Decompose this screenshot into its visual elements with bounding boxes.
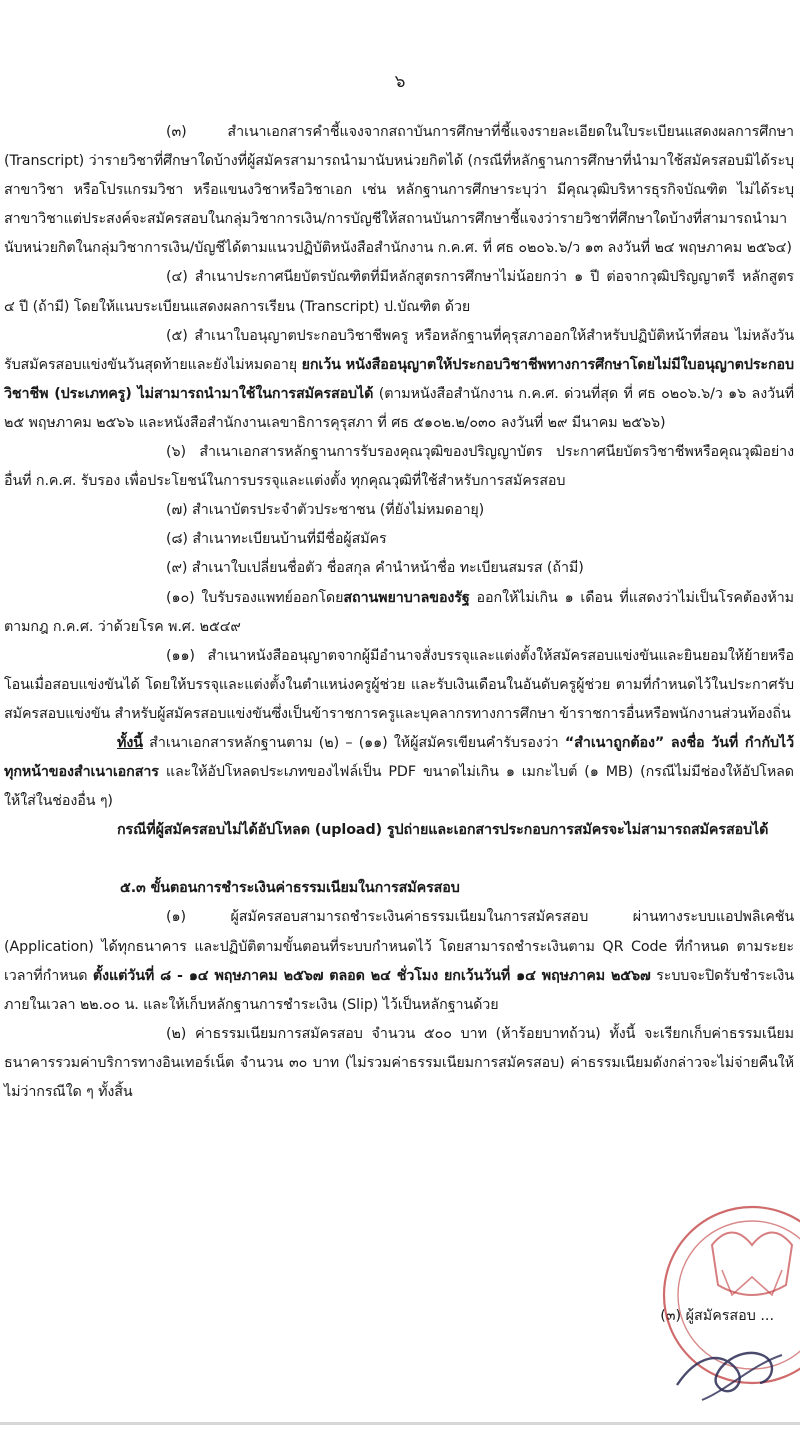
note-lead: ทั้งนี้ (117, 734, 143, 751)
item-7-paragraph: (๗) สำเนาบัตรประจำตัวประชาชน (ที่ยังไม่หมดอายุ) (166, 502, 485, 519)
item-10-paragraph (4, 584, 794, 642)
bottom-divider (0, 1422, 800, 1425)
document-body (4, 118, 794, 1107)
payment-period-bold: ตั้งแต่วันที่ ๘ - ๑๔ พฤษภาคม ๒๕๖๗ ตลอด ๒๔ ชั่วโมง ยกเว้นวันที่ ๑๔ พฤษภาคม ๒๕๖๗ (92, 967, 651, 984)
note-bold-certify: “สำเนาถูกต้อง” ลงชื่อ วันที่ กำกับไว้ทุกหน้าของสำเนาเอกสาร (4, 734, 795, 781)
payment-item-1-text: (๑) ผู้สมัครสอบสามารถชำระเงินค่าธรรมเนียมในการสมัครสอบ ผ่านทางระบบแอปพลิเคชัน (Application) ได้ทุกธนาคาร และปฏิบัติตามขั้นตอนที่ระบบกำหนดไว้ โดยสามารถชำระเงินตาม QR Code ที่กำหนด ตามระยะเวลาที่กำหนด (4, 909, 794, 984)
payment-item-1-rest: ระบบจะปิดรับชำระเงินภายในเวลา ๒๒.๐๐ น. และให้เก็บหลักฐานการชำระเงิน (Slip) ไว้เป็นหลักฐานด้วย (4, 967, 794, 1013)
item-3-paragraph: (๓) สำเนาเอกสารคำชี้แจงจากสถาบันการศึกษาที่ชี้แจงรายละเอียดในใบระเบียนแสดงผลการศึกษา (Transcript) ว่ารายวิชาที่ศึกษาใดบ้างที่ผู้สมัครสามารถนำมานับหน่วยกิตได้ (กรณีที่หลักฐานการศึกษาที่นำมาใช้สมัครสอบมิได้ระบุสาขาวิชา หรือโปรแกรมวิชา หรือแขนงวิชาหรือวิชาเอก เช่น หลักฐานการศึกษาระบุว่า มีคุณวุฒิบริหารธุรกิจบัณฑิต ไม่ได้ระบุสาขาวิชาแต่ประสงค์จะสมัครสอบในกลุ่มวิชาการเงิน/การบัญชีให้สถานบันการศึกษาชี้แจงว่ารายวิชาที่ศึกษาใดบ้างที่สามารถนำมานับหน่วยกิตในกลุ่มวิชาการเงิน/บัญชีได้ตามแนวปฏิบัติหนังสือสำนักงาน ก.ค.ศ. ที่ ศธ ๐๒๐๖.๖/ว ๑๓ ลงวันที่ ๒๔ พฤษภาคม ๒๕๖๔) (4, 124, 794, 257)
page-number: ๖ (394, 72, 406, 92)
upload-warning: กรณีที่ผู้สมัครสอบไม่ได้อัปโหลด (upload) รูปถ่ายและเอกสารประกอบการสมัครจะไม่สามารถสมัครสอบได้ (117, 822, 769, 839)
spacer (4, 845, 794, 874)
item-9-paragraph: (๙) สำเนาใบเปลี่ยนชื่อตัว ชื่อสกุล คำนำหน้าชื่อ ทะเบียนสมรส (ถ้ามี) (166, 560, 584, 577)
item-5-paragraph (4, 322, 794, 438)
item-10-bold: สถานพยาบาลของรัฐ (343, 589, 470, 606)
item-5-exception-bold: ยกเว้น หนังสืออนุญาตให้ประกอบวิชาชีพทางการศึกษาโดยไม่มีใบอนุญาตประกอบวิชาชีพ (ประเภทครู) ไม่สามารถนำมาใช้ในการสมัครสอบได้ (4, 356, 794, 402)
payment-item-1 (4, 903, 794, 1019)
item-8-paragraph: (๘) สำเนาทะเบียนบ้านที่มีชื่อผู้สมัคร (166, 531, 387, 548)
note-upload: และให้อัปโหลดประเภทของไฟล์เป็น PDF ขนาดไม่เกิน ๑ เมกะไบต์ (๑ MB) (กรณีไม่มีช่องให้อัปโหลด ให้ใส่ในช่องอื่น ๆ) (4, 764, 794, 810)
item-10-rest: ออกให้ไม่เกิน ๑ เดือน ที่แสดงว่าไม่เป็นโรคต้องห้ามตามกฎ ก.ค.ศ. ว่าด้วยโรค พ.ศ. ๒๕๔๙ (4, 589, 794, 635)
item-6-paragraph: (๖) สำเนาเอกสารหลักฐานการรับรองคุณวุฒิของปริญญาบัตร ประกาศนียบัตรวิชาชีพหรือคุณวุฒิอย่างอื่นที่ ก.ค.ศ. รับรอง เพื่อประโยชน์ในการบรรจุและแต่งตั้ง ทุกคุณวุฒิที่ใช้สำหรับการสมัครสอบ (4, 444, 794, 490)
item-5-text: (๕) สำเนาใบอนุญาตประกอบวิชาชีพครู หรือหลักฐานที่คุรุสภาออกให้สำหรับปฏิบัติหน้าที่สอน ไม่หลังวันรับสมัครสอบแข่งขันวันสุดท้ายและยังไม่หมดอายุ (4, 327, 794, 373)
item-10-text: (๑๐) ใบรับรองแพทย์ออกโดย (166, 589, 344, 606)
item-5-reference: (ตามหนังสือสำนักงาน ก.ค.ศ. ด่วนที่สุด ที่ ศธ ๐๒๐๖.๖/ว ๑๖ ลงวันที่ ๒๕ พฤษภาคม ๒๕๖๖ และหนังสือสำนักงานเลขาธิการคุรุสภา ที่ ศธ ๕๑๐๒.๒/๐๓๐ ลงวันที่ ๒๙ มีนาคม ๒๕๖๖) (4, 385, 795, 431)
item-4-paragraph: (๔) สำเนาประกาศนียบัตรบัณฑิตที่มีหลักสูตรการศึกษาไม่น้อยกว่า ๑ ปี ต่อจากวุฒิปริญญาตรี หลักสูตร ๔ ปี (ถ้ามี) โดยให้แนบระเบียนแสดงผลการเรียน (Transcript) ป.บัณฑิต ด้วย (4, 269, 794, 315)
note-paragraph (4, 729, 794, 816)
note-text: สำเนาเอกสารหลักฐานตาม (๒) – (๑๑) ให้ผู้สมัครเขียนคำรับรองว่า (142, 734, 565, 751)
next-page-continuation: (๓) ผู้สมัครสอบ ... (660, 1308, 774, 1324)
section-5-3-heading: ๕.๓ ขั้นตอนการชำระเงินค่าธรรมเนียมในการสมัครสอบ (120, 880, 460, 897)
payment-item-2: (๒) ค่าธรรมเนียมการสมัครสอบ จำนวน ๕๐๐ บาท (ห้าร้อยบาทถ้วน) ทั้งนี้ จะเรียกเก็บค่าธรรมเนียมธนาคารรวมค่าบริการทางอินเทอร์เน็ต จำนวน ๓๐ บาท (ไม่รวมค่าธรรมเนียมการสมัครสอบ) ค่าธรรมเนียมดังกล่าวจะไม่จ่ายคืนให้ไม่ว่ากรณีใด ๆ ทั้งสิ้น (4, 1025, 794, 1100)
item-11-paragraph: (๑๑) สำเนาหนังสืออนุญาตจากผู้มีอำนาจสั่งบรรจุและแต่งตั้งให้สมัครสอบแข่งขันและยินยอมให้ย้ายหรือโอนเมื่อสอบแข่งขันได้ โดยให้บรรจุและแต่งตั้งในตำแหน่งครูผู้ช่วย และรับเงินเดือนในอันดับครูผู้ช่วย ตามที่กำหนดไว้ในประกาศรับสมัครสอบแข่งขัน สำหรับผู้สมัครสอบแข่งขันซึ่งเป็นข้าราชการครูและบุคลากรทางการศึกษา ข้าราชการอื่นหรือพนักงานส่วนท้องถิ่น (4, 647, 794, 722)
